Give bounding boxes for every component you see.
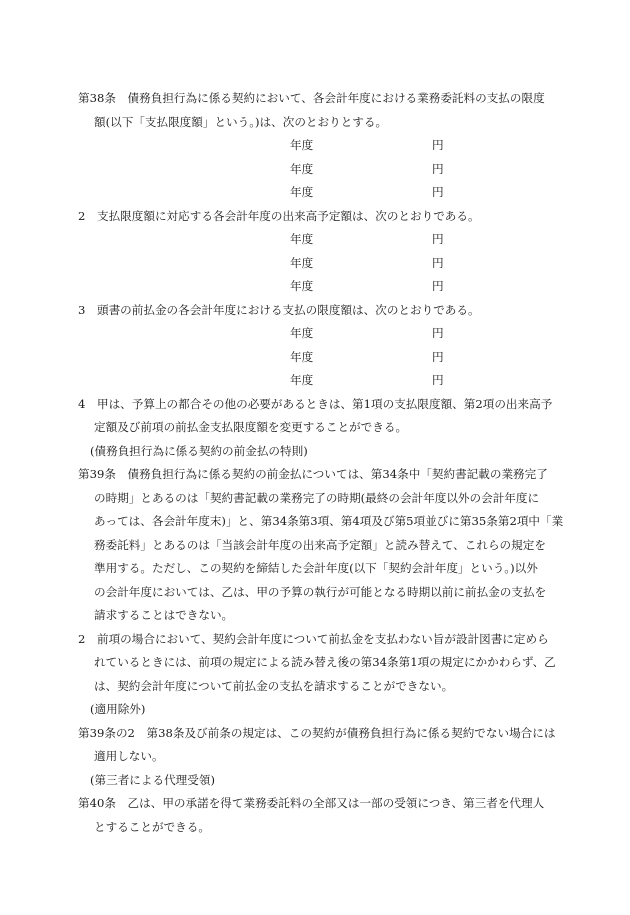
year-label: 年度 <box>290 373 314 387</box>
article-39-para-2-line-1: 2 前項の場合において、契約会計年度について前払金を支払わない旨が設計図書に定めら <box>78 631 549 646</box>
advance-limit-row <box>78 369 630 393</box>
yen-label: 円 <box>432 161 444 176</box>
yen-label: 円 <box>432 373 444 387</box>
year-label: 年度 <box>290 161 314 176</box>
article-40-line-1: 第40条 乙は、甲の承諾を得て業務委託料の全部又は一部の受領につき、第三者を代理人 <box>78 796 545 810</box>
advance-limit-row <box>78 322 630 346</box>
expected-output-row <box>78 252 630 276</box>
article-39-line-2: の時期」とあるのは「契約書記載の業務完了の時期(最終の会計年度以外の会計年度に <box>94 490 540 505</box>
year-label: 年度 <box>290 185 314 199</box>
yen-label: 円 <box>432 326 444 340</box>
article-38-line-1: 第38条 債務負担行為に係る契約において、各会計年度における業務委託料の支払の限度 <box>78 91 545 105</box>
yen-label: 円 <box>432 138 444 152</box>
article-39-para-2-line-3: は、契約会計年度について前払金の支払を請求することができない。 <box>94 678 454 693</box>
article-39-line-6: の会計年度においては、乙は、甲の予算の執行が可能となる時期以前に前払金の支払を <box>94 584 547 599</box>
article-39-2-line-1: 第39条の2 第38条及び前条の規定は、この契約が債務負担行為に係る契約でない場合には <box>78 725 556 740</box>
article-40-line-2: とすることができる。 <box>94 819 210 834</box>
article-39-line-5: 準用する。ただし、この契約を締結した会計年度(以下「契約会計年度」という。)以外 <box>94 561 538 575</box>
yen-label: 円 <box>432 279 444 293</box>
article-39-line-1: 第39条 債務負担行為に係る契約の前金払については、第34条中「契約書記載の業務完了 <box>78 467 548 481</box>
article-38-para-4-line-2: 定額及び前項の前払金支払限度額を変更することができる。 <box>94 420 408 434</box>
article-39-heading: (債務負担行為に係る契約の前金払の特則) <box>90 443 308 458</box>
yen-label: 円 <box>432 232 444 246</box>
article-38-line-2: 額(以下「支払限度額」という。)は、次のとおりとする。 <box>94 114 388 129</box>
article-39-2-heading: (適用除外) <box>90 702 146 716</box>
year-label: 年度 <box>290 279 314 293</box>
article-38-para-2-line-1: 2 支払限度額に対応する各会計年度の出来高予定額は、次のとおりである。 <box>78 208 480 223</box>
expected-output-row <box>78 228 630 252</box>
article-39-line-7: 請求することはできない。 <box>94 608 234 622</box>
year-label: 年度 <box>290 349 314 364</box>
payment-limit-row <box>78 134 630 158</box>
payment-limit-row <box>78 158 630 182</box>
article-39-line-4: 務委託料」とあるのは「当該会計年度の出来高予定額」と読み替えて、これらの規定を <box>94 537 546 552</box>
yen-label: 円 <box>432 255 444 270</box>
yen-label: 円 <box>432 185 444 199</box>
article-38-para-4-line-1: 4 甲は、予算上の都合その他の必要があるときは、第1項の支払限度額、第2項の出来高予 <box>78 396 553 411</box>
year-label: 年度 <box>290 255 314 270</box>
year-label: 年度 <box>290 326 314 340</box>
article-39-para-2-line-2: れているときには、前項の規定による読み替え後の第34条第1項の規定にかかわらず、乙 <box>94 655 556 669</box>
year-label: 年度 <box>290 138 314 152</box>
payment-limit-row <box>78 181 630 205</box>
expected-output-row <box>78 275 630 299</box>
article-38-para-3-line-1: 3 頭書の前払金の各会計年度における支払の限度額は、次のとおりである。 <box>78 302 480 317</box>
yen-label: 円 <box>432 349 444 364</box>
year-label: 年度 <box>290 232 314 246</box>
article-39-line-3: あっては、各会計年度末)」と、第34条第3項、第4項及び第5項並びに第35条第2項中「業 <box>94 514 564 528</box>
advance-limit-row <box>78 346 630 370</box>
article-40-heading: (第三者による代理受領) <box>90 772 215 787</box>
article-39-2-line-2: 適用しない。 <box>94 749 164 763</box>
